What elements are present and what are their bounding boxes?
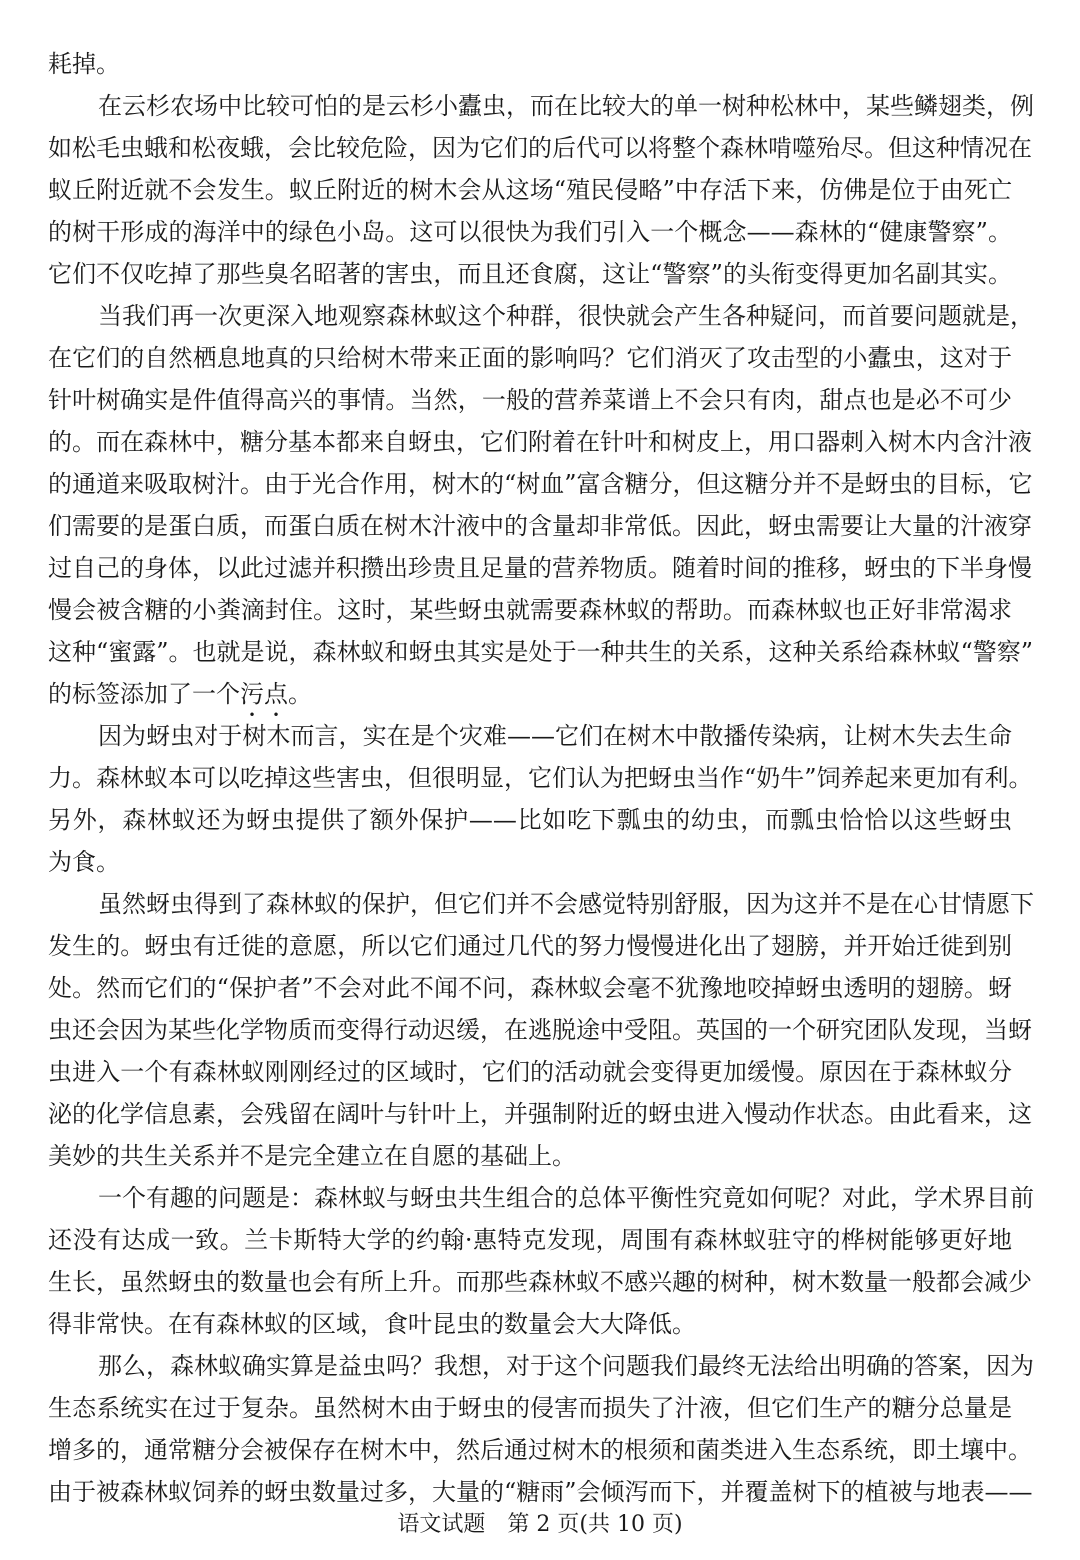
text-line: 还没有达成一致。兰卡斯特大学的约翰·惠特克发现，周围有森林蚁驻守的桦树能够更好地 [48, 1226, 1012, 1254]
text-line: 一个有趣的问题是：森林蚁与蚜虫共生组合的总体平衡性究竟如何呢？对此，学术界目前 [98, 1184, 1034, 1212]
text-line: 另外，森林蚁还为蚜虫提供了额外保护——比如吃下瓢虫的幼虫，而瓢虫恰恰以这些蚜虫 [48, 806, 1012, 834]
text-line: 得非常快。在有森林蚁的区域，食叶昆虫的数量会大大降低。 [48, 1310, 696, 1338]
text-line: 的。而在森林中，糖分基本都来自蚜虫，它们附着在针叶和树皮上，用口器刺入树木内含汁液 [48, 428, 1032, 456]
text-line: 如松毛虫蛾和松夜蛾，会比较危险，因为它们的后代可以将整个森林啃噬殆尽。但这种情况在 [48, 134, 1032, 162]
text-line: 它们不仅吃掉了那些臭名昭著的害虫，而且还食腐，这让“警察”的头衔变得更加名副其实。 [48, 260, 1012, 288]
text-line: 生态系统实在过于复杂。虽然树木由于蚜虫的侵害而损失了汁液，但它们生产的糖分总量是 [48, 1394, 1012, 1422]
text-line: 由于被森林蚁饲养的蚜虫数量过多，大量的“糖雨”会倾泻而下，并覆盖树下的植被与地表—— [48, 1478, 1033, 1506]
text-line: 发生的。蚜虫有迁徙的意愿，所以它们通过几代的努力慢慢进化出了翅膀，并开始迁徙到别 [48, 932, 1012, 960]
text-line: 增多的，通常糖分会被保存在树木中，然后通过树木的根须和菌类进入生态系统，即土壤中。 [48, 1436, 1032, 1464]
text-line [48, 677, 1012, 711]
text-line: 虫进入一个有森林蚁刚刚经过的区域时，它们的活动就会变得更加缓慢。原因在于森林蚁分 [48, 1058, 1012, 1086]
text-line: 的通道来吸取树汁。由于光合作用，树木的“树血”富含糖分，但这糖分并不是蚜虫的目标，它 [48, 470, 1033, 498]
text-line: 生长，虽然蚜虫的数量也会有所上升。而那些森林蚁不感兴趣的树种，树木数量一般都会减少 [48, 1268, 1032, 1296]
text-line: 针叶树确实是件值得高兴的事情。当然，一般的营养菜谱上不会只有肉，甜点也是必不可少 [48, 386, 1012, 414]
text-line: 因为蚜虫对于树木而言，实在是个灾难——它们在树木中散播传染病，让树木失去生命 [98, 722, 1012, 750]
text-line: 美妙的共生关系并不是完全建立在自愿的基础上。 [48, 1142, 576, 1170]
text-line: 在云杉农场中比较可怕的是云杉小蠹虫，而在比较大的单一树种松林中，某些鳞翅类，例 [98, 92, 1034, 120]
text-line: 虽然蚜虫得到了森林蚁的保护，但它们并不会感觉特别舒服，因为这并不是在心甘情愿下 [98, 890, 1034, 918]
text-line: 慢会被含糖的小粪滴封住。这时，某些蚜虫就需要森林蚁的帮助。而森林蚁也正好非常渴求 [48, 596, 1012, 624]
text-line: 这种“蜜露”。也就是说，森林蚁和蚜虫其实是处于一种共生的关系，这种关系给森林蚁“警察” [48, 638, 1034, 666]
text-line: 蚁丘附近就不会发生。蚁丘附近的树木会从这场“殖民侵略”中存活下来，仿佛是位于由死亡 [48, 176, 1012, 204]
page-footer: 语文试题 第 2 页(共 10 页) [397, 1512, 683, 1537]
text-line: 在它们的自然栖息地真的只给树木带来正面的影响吗？它们消灭了攻击型的小蠹虫，这对于 [48, 344, 1012, 372]
text-line: 的树干形成的海洋中的绿色小岛。这可以很快为我们引入一个概念——森林的“健康警察”。 [48, 218, 1012, 246]
text-segment: 的标签添加了一个 [48, 680, 240, 708]
emphasized-word: 污点 [240, 680, 288, 708]
text-segment: 。 [288, 680, 312, 708]
text-line: 虫还会因为某些化学物质而变得行动迟缓，在逃脱途中受阻。英国的一个研究团队发现，当蚜 [48, 1016, 1032, 1044]
text-line: 过自己的身体，以此过滤并积攒出珍贵且足量的营养物质。随着时间的推移，蚜虫的下半身慢 [48, 554, 1032, 582]
text-line: 为食。 [48, 848, 120, 876]
text-line: 耗掉。 [48, 50, 120, 78]
text-line: 那么，森林蚁确实算是益虫吗？我想，对于这个问题我们最终无法给出明确的答案，因为 [98, 1352, 1034, 1380]
text-line: 们需要的是蛋白质，而蛋白质在树木汁液中的含量却非常低。因此，蚜虫需要让大量的汁液穿 [48, 512, 1032, 540]
text-line: 泌的化学信息素，会残留在阔叶与针叶上，并强制附近的蚜虫进入慢动作状态。由此看来，这 [48, 1100, 1032, 1128]
text-line: 处。然而它们的“保护者”不会对此不闻不问，森林蚁会毫不犹豫地咬掉蚜虫透明的翅膀。蚜 [48, 974, 1012, 1002]
text-line: 力。森林蚁本可以吃掉这些害虫，但很明显，它们认为把蚜虫当作“奶牛”饲养起来更加有利。 [48, 764, 1033, 792]
text-line: 当我们再一次更深入地观察森林蚁这个种群，很快就会产生各种疑问，而首要问题就是， [98, 302, 1034, 330]
